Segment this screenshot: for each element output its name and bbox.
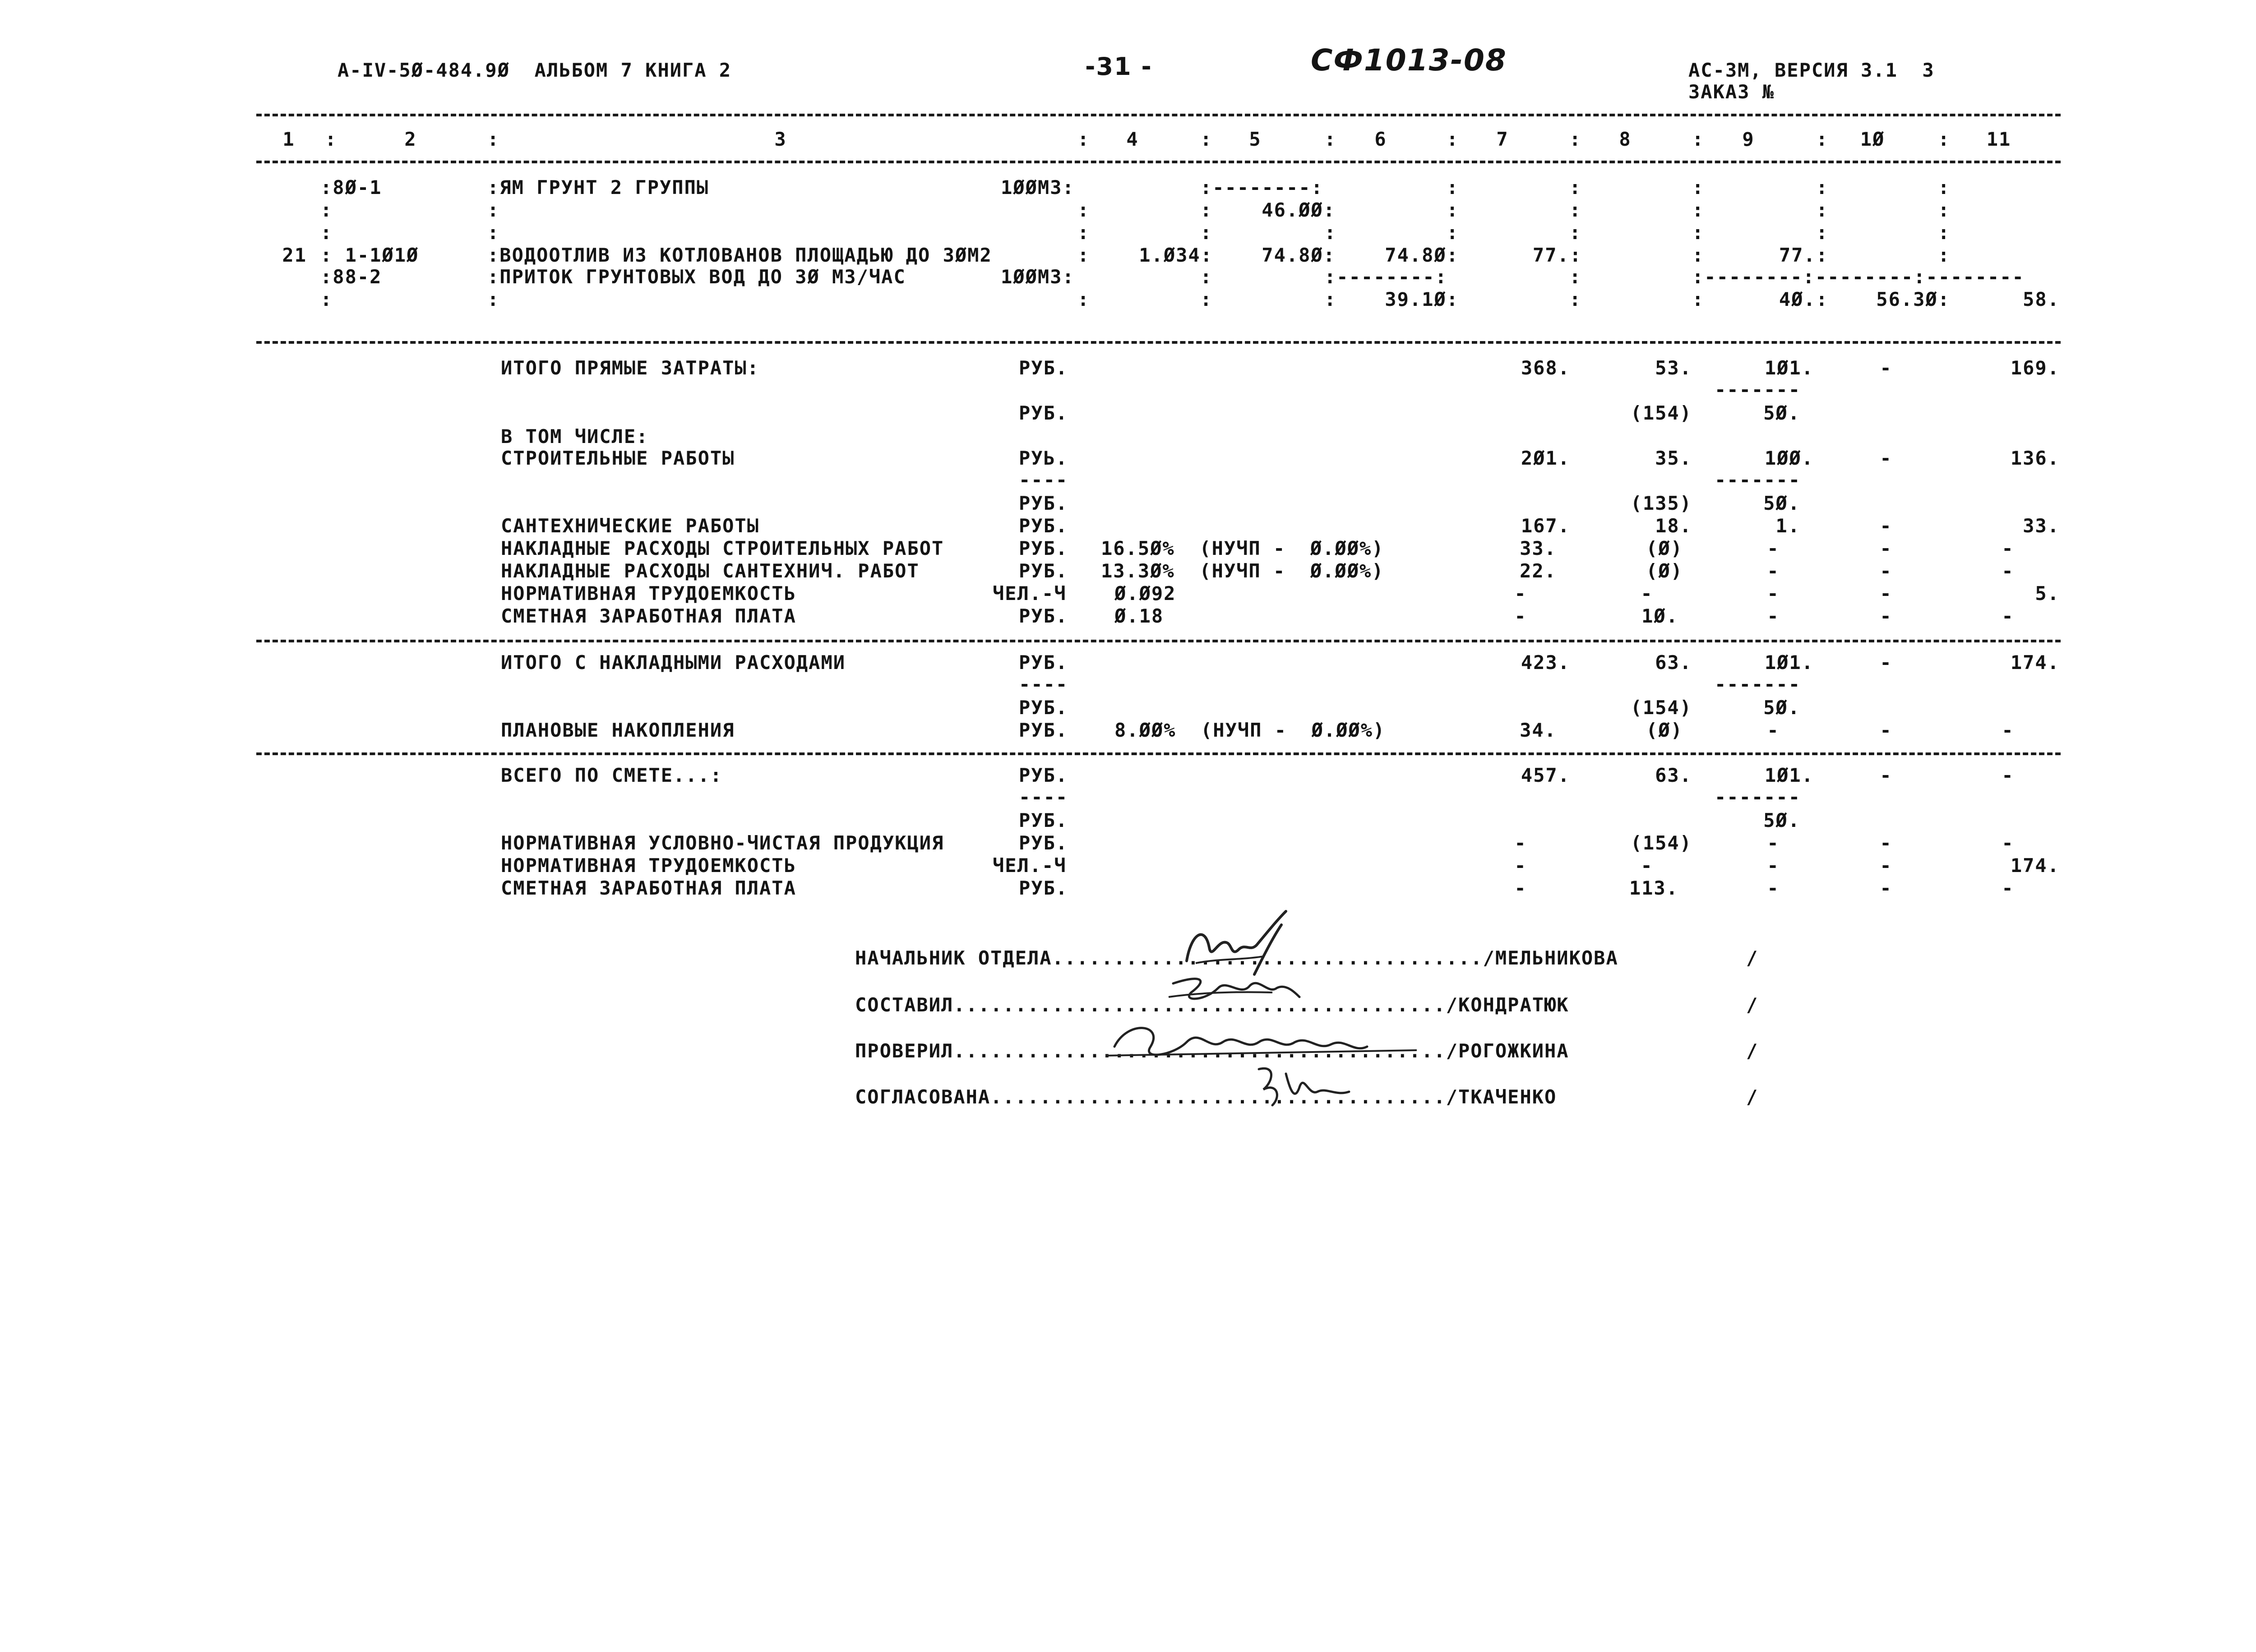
- cell-7: -: [1514, 877, 1527, 899]
- unit-rub: РУБ.: [1019, 402, 1068, 424]
- cell-8: 63.: [1655, 764, 1692, 786]
- signature-slash: /: [1746, 947, 1759, 969]
- dash-underline: -------: [1715, 378, 1801, 401]
- cell-11: -: [2002, 605, 2014, 627]
- col-sep: :: [1938, 199, 1951, 221]
- item-code: :88-2: [320, 266, 382, 288]
- col-header-3: 3: [774, 128, 787, 150]
- cell-11: -: [2002, 764, 2014, 786]
- col-header-11: 11: [1986, 128, 2011, 150]
- cell-11: 136.: [2010, 447, 2060, 469]
- col-sep: :: [1569, 176, 1582, 198]
- col-sep: :: [1816, 128, 1829, 150]
- col-sep: :: [487, 128, 500, 150]
- cell-4: 1.Ø34:: [1139, 244, 1213, 266]
- rate-text: 8.ØØ% (НУЧП - Ø.ØØ%): [1114, 719, 1386, 741]
- cell-10: -: [1880, 651, 1892, 674]
- unit-rub: РУБ.: [1019, 832, 1068, 854]
- unit-rub: РУБ.: [1019, 651, 1068, 674]
- handwritten-signature-approver: [1245, 1056, 1363, 1114]
- cell-9: 4Ø.:: [1779, 288, 1828, 310]
- cell-9: :--------:--------:--------: [1692, 266, 2025, 288]
- col-sep: :: [1938, 244, 1951, 266]
- section-rule: [256, 752, 2061, 755]
- cell-7: 2Ø1.: [1521, 447, 1570, 469]
- col-sep: :: [1447, 199, 1459, 221]
- cell-11: 169.: [2010, 357, 2060, 379]
- cell-9: -: [1767, 719, 1780, 741]
- col-sep: :: [320, 288, 333, 310]
- cell-8: 113.: [1629, 877, 1678, 899]
- col-header-6: 6: [1374, 128, 1387, 150]
- summary-label: САНТЕХНИЧЕСКИЕ РАБОТЫ: [501, 515, 760, 537]
- cell-9: -: [1767, 877, 1780, 899]
- col-sep: :: [1938, 128, 1951, 150]
- cell-7: -: [1514, 854, 1527, 877]
- album-reference: A-IV-5Ø-484.9Ø АЛЬБОМ 7 КНИГА 2: [337, 59, 732, 81]
- signature-line-head: НАЧАЛЬНИК ОТДЕЛА.................................../МЕЛЬНИКОВА: [855, 947, 1618, 969]
- signature-line-checker: ПРОВЕРИЛ......................................../РОГОЖКИНА: [855, 1040, 1569, 1062]
- col-sep: :: [1200, 266, 1213, 288]
- col-header-4: 4: [1126, 128, 1139, 150]
- col-sep: :: [487, 221, 500, 244]
- col-sep: :: [1569, 199, 1582, 221]
- cell-8: (135): [1630, 492, 1692, 514]
- cell-7: 34.: [1520, 719, 1557, 741]
- col-sep: :: [1324, 221, 1337, 244]
- col-sep: :: [1077, 128, 1090, 150]
- cell-11: 33.: [2023, 515, 2060, 537]
- cell-5: 46.ØØ:: [1262, 199, 1336, 221]
- cell-8: (Ø): [1646, 719, 1683, 741]
- rate-text: 13.3Ø% (НУЧП - Ø.ØØ%): [1101, 560, 1384, 582]
- cell-9: 5Ø.: [1763, 809, 1800, 831]
- col-sep: :: [1692, 288, 1705, 310]
- section-rule: [256, 341, 2061, 344]
- col-sep: :: [1569, 128, 1582, 150]
- col-header-9: 9: [1742, 128, 1755, 150]
- col-sep: :: [1447, 176, 1459, 198]
- cell-8: (Ø): [1646, 537, 1683, 559]
- col-header-5: 5: [1249, 128, 1262, 150]
- cell-8: -: [1641, 854, 1653, 877]
- summary-label: НАКЛАДНЫЕ РАСХОДЫ СТРОИТЕЛЬНЫХ РАБОТ: [501, 537, 944, 559]
- col-sep: :: [1200, 199, 1213, 221]
- col-header-7: 7: [1496, 128, 1509, 150]
- unit-rub: РУБ.: [1019, 492, 1068, 514]
- cell-9: -: [1767, 582, 1780, 605]
- header-top-rule: [256, 114, 2061, 116]
- col-sep: :: [487, 199, 500, 221]
- document-code: СФ1013-08: [1311, 43, 1507, 78]
- col-sep: :: [1816, 199, 1829, 221]
- col-sep: :: [1077, 288, 1090, 310]
- unit-rub: РУБ.: [1019, 809, 1068, 831]
- col-sep: :: [1692, 244, 1705, 266]
- cell-10: -: [1880, 582, 1892, 605]
- cell-11: -: [2002, 877, 2014, 899]
- cell-9: 1ØØ.: [1764, 447, 1814, 469]
- col-sep: :: [1077, 244, 1090, 266]
- cell-7: -: [1514, 582, 1527, 605]
- cell-11: -: [2002, 832, 2014, 854]
- unit-rub: РУБ.: [1019, 877, 1068, 899]
- summary-label: НАКЛАДНЫЕ РАСХОДЫ САНТЕХНИЧ. РАБОТ: [501, 560, 920, 582]
- rate-text: Ø.Ø92: [1114, 582, 1176, 605]
- cell-9: 5Ø.: [1763, 402, 1800, 424]
- handwritten-signature-author: [1164, 965, 1308, 1015]
- cell-9: -: [1767, 605, 1780, 627]
- cell-9: 1.: [1775, 515, 1800, 537]
- summary-label: СМЕТНАЯ ЗАРАБОТНАЯ ПЛАТА: [501, 605, 796, 627]
- cell-11: -: [2002, 560, 2014, 582]
- col-sep: :: [1200, 221, 1213, 244]
- dash-underline: -------: [1715, 673, 1801, 695]
- col-sep: :: [1447, 128, 1459, 150]
- cell-8: (154): [1630, 832, 1692, 854]
- col-sep: :: [1816, 221, 1829, 244]
- dash-underline: -------: [1715, 786, 1801, 808]
- row-number: 21: [282, 244, 307, 266]
- cell-7: 423.: [1521, 651, 1570, 674]
- dash-underline: ----: [1019, 673, 1068, 695]
- col-sep: :: [1816, 176, 1829, 198]
- unit-rub: РУБ.: [1019, 515, 1068, 537]
- cell-10: -: [1880, 877, 1892, 899]
- cell-8: -: [1641, 582, 1653, 605]
- item-code: :8Ø-1: [320, 176, 382, 198]
- col-sep: :: [487, 288, 500, 310]
- col-sep: :: [1324, 288, 1337, 310]
- cell-10: -: [1880, 719, 1892, 741]
- col-sep: :: [1692, 221, 1705, 244]
- signature-line-author: СОСТАВИЛ......................................../КОНДРАТЮК: [855, 994, 1569, 1016]
- cell-8: 18.: [1655, 515, 1692, 537]
- signature-slash: /: [1746, 1086, 1759, 1108]
- unit-man-hours: ЧЕЛ.-Ч: [993, 582, 1067, 605]
- col-sep: :: [1569, 266, 1582, 288]
- col-sep: :: [1569, 221, 1582, 244]
- cell-9: 5Ø.: [1763, 697, 1800, 719]
- col-header-8: 8: [1619, 128, 1632, 150]
- cell-9: -: [1767, 832, 1780, 854]
- summary-label: НОРМАТИВНАЯ ТРУДОЕМКОСТЬ: [501, 582, 796, 605]
- cell-6: :--------:: [1324, 266, 1447, 288]
- cell-8: 63.: [1655, 651, 1692, 674]
- summary-label: НОРМАТИВНАЯ УСЛОВНО-ЧИСТАЯ ПРОДУКЦИЯ: [501, 832, 944, 854]
- header-bottom-rule: [256, 161, 2061, 163]
- col-sep: :: [1200, 128, 1213, 150]
- unit-rub: РУЬ.: [1019, 447, 1068, 469]
- page-number: -31 -: [1085, 52, 1152, 81]
- cell-11: 58.: [2023, 288, 2060, 310]
- unit-rub: РУБ.: [1019, 764, 1068, 786]
- col-sep: :: [1692, 199, 1705, 221]
- cell-10: -: [1880, 764, 1892, 786]
- cell-10: -: [1880, 357, 1892, 379]
- dash-underline: ----: [1019, 469, 1068, 491]
- cell-7: 457.: [1521, 764, 1570, 786]
- cell-10: -: [1880, 832, 1892, 854]
- cell-10: -: [1880, 447, 1892, 469]
- cell-9: -: [1767, 560, 1780, 582]
- cell-9: -: [1767, 537, 1780, 559]
- cell-8: (154): [1630, 402, 1692, 424]
- unit-rub: РУБ.: [1019, 357, 1068, 379]
- col-sep: :: [325, 128, 337, 150]
- item-description: :ЯМ ГРУНТ 2 ГРУППЫ: [487, 176, 709, 198]
- summary-label: ВСЕГО ПО СМЕТЕ...:: [501, 764, 723, 786]
- cell-9: 1Ø1.: [1764, 357, 1814, 379]
- cell-11: -: [2002, 719, 2014, 741]
- cell-8: 1Ø.: [1641, 605, 1678, 627]
- item-code: : 1-1Ø1Ø: [320, 244, 419, 266]
- col-sep: :: [1569, 288, 1582, 310]
- col-sep: :: [320, 221, 333, 244]
- col-sep: :: [320, 199, 333, 221]
- rate-text: 16.5Ø% (НУЧП - Ø.ØØ%): [1101, 537, 1384, 559]
- order-number: ЗАКАЗ №: [1688, 81, 1775, 103]
- unit-rub: РУБ.: [1019, 719, 1068, 741]
- cell-10: -: [1880, 854, 1892, 877]
- cell-6: 39.1Ø:: [1385, 288, 1459, 310]
- cell-9: 1Ø1.: [1764, 651, 1814, 674]
- cell-7: 22.: [1520, 560, 1557, 582]
- dash-underline: -------: [1715, 469, 1801, 491]
- section-rule: [256, 640, 2061, 642]
- cell-7: 368.: [1521, 357, 1570, 379]
- cell-11: 5.: [2035, 582, 2060, 605]
- col-header-1: 1: [282, 128, 295, 150]
- col-sep: :: [1692, 176, 1705, 198]
- cell-6: 74.8Ø:: [1385, 244, 1459, 266]
- summary-label: ПЛАНОВЫЕ НАКОПЛЕНИЯ: [501, 719, 735, 741]
- signature-line-approver: СОГЛАСОВАНА...................................../ТКАЧЕНКО: [855, 1086, 1557, 1108]
- signature-slash: /: [1746, 1040, 1759, 1062]
- dash-underline: ----: [1019, 786, 1068, 808]
- cell-11: 174.: [2010, 651, 2060, 674]
- cell-8: 35.: [1655, 447, 1692, 469]
- cell-5: :--------:: [1200, 176, 1323, 198]
- cell-8: (Ø): [1646, 560, 1683, 582]
- col-header-10: 1Ø: [1860, 128, 1885, 150]
- col-sep: :: [1324, 128, 1337, 150]
- cell-10: -: [1880, 515, 1892, 537]
- cell-8: (154): [1630, 697, 1692, 719]
- col-sep: :: [1077, 221, 1090, 244]
- item-unit: 1ØØМ3:: [1001, 266, 1075, 288]
- unit-rub: РУБ.: [1019, 537, 1068, 559]
- col-header-2: 2: [404, 128, 417, 150]
- col-sep: :: [1938, 176, 1951, 198]
- unit-rub: РУБ.: [1019, 697, 1068, 719]
- software-version: АС-3М, ВЕРСИЯ 3.1 3: [1688, 59, 1935, 81]
- cell-10: -: [1880, 605, 1892, 627]
- summary-label: В ТОМ ЧИСЛЕ:: [501, 425, 649, 448]
- cell-9: 1Ø1.: [1764, 764, 1814, 786]
- col-sep: :: [1692, 128, 1705, 150]
- summary-label: СТРОИТЕЛЬНЫЕ РАБОТЫ: [501, 447, 735, 469]
- summary-label: ИТОГО С НАКЛАДНЫМИ РАСХОДАМИ: [501, 651, 846, 674]
- cell-9: -: [1767, 854, 1780, 877]
- col-sep: :: [1447, 221, 1459, 244]
- summary-label: ИТОГО ПРЯМЫЕ ЗАТРАТЫ:: [501, 357, 760, 379]
- item-description: :ВОДООТЛИВ ИЗ КОТЛОВАНОВ ПЛОЩАДЬЮ ДО 3ØМ2: [487, 244, 992, 266]
- col-sep: :: [1200, 288, 1213, 310]
- cell-9: 77.:: [1779, 244, 1828, 266]
- item-unit: 1ØØМ3:: [1001, 176, 1075, 198]
- cell-5: 74.8Ø:: [1262, 244, 1336, 266]
- cell-10: 56.3Ø:: [1876, 288, 1950, 310]
- rate-text: Ø.18: [1114, 605, 1164, 627]
- cell-11: 174.: [2010, 854, 2060, 877]
- cell-7: -: [1514, 605, 1527, 627]
- cell-9: 5Ø.: [1763, 492, 1800, 514]
- unit-man-hours: ЧЕЛ.-Ч: [993, 854, 1067, 877]
- col-sep: :: [1938, 221, 1951, 244]
- unit-rub: РУБ.: [1019, 560, 1068, 582]
- summary-label: НОРМАТИВНАЯ ТРУДОЕМКОСТЬ: [501, 854, 796, 877]
- cell-7: 167.: [1521, 515, 1570, 537]
- cell-10: -: [1880, 537, 1892, 559]
- summary-label: СМЕТНАЯ ЗАРАБОТНАЯ ПЛАТА: [501, 877, 796, 899]
- signature-slash: /: [1746, 994, 1759, 1016]
- unit-rub: РУБ.: [1019, 605, 1068, 627]
- col-sep: :: [1077, 199, 1090, 221]
- cell-11: -: [2002, 537, 2014, 559]
- cell-7: 77.:: [1532, 244, 1582, 266]
- cell-7: -: [1514, 832, 1527, 854]
- item-description: :ПРИТОК ГРУНТОВЫХ ВОД ДО 3Ø М3/ЧАС: [487, 266, 906, 288]
- cell-8: 53.: [1655, 357, 1692, 379]
- cell-7: 33.: [1520, 537, 1557, 559]
- cell-10: -: [1880, 560, 1892, 582]
